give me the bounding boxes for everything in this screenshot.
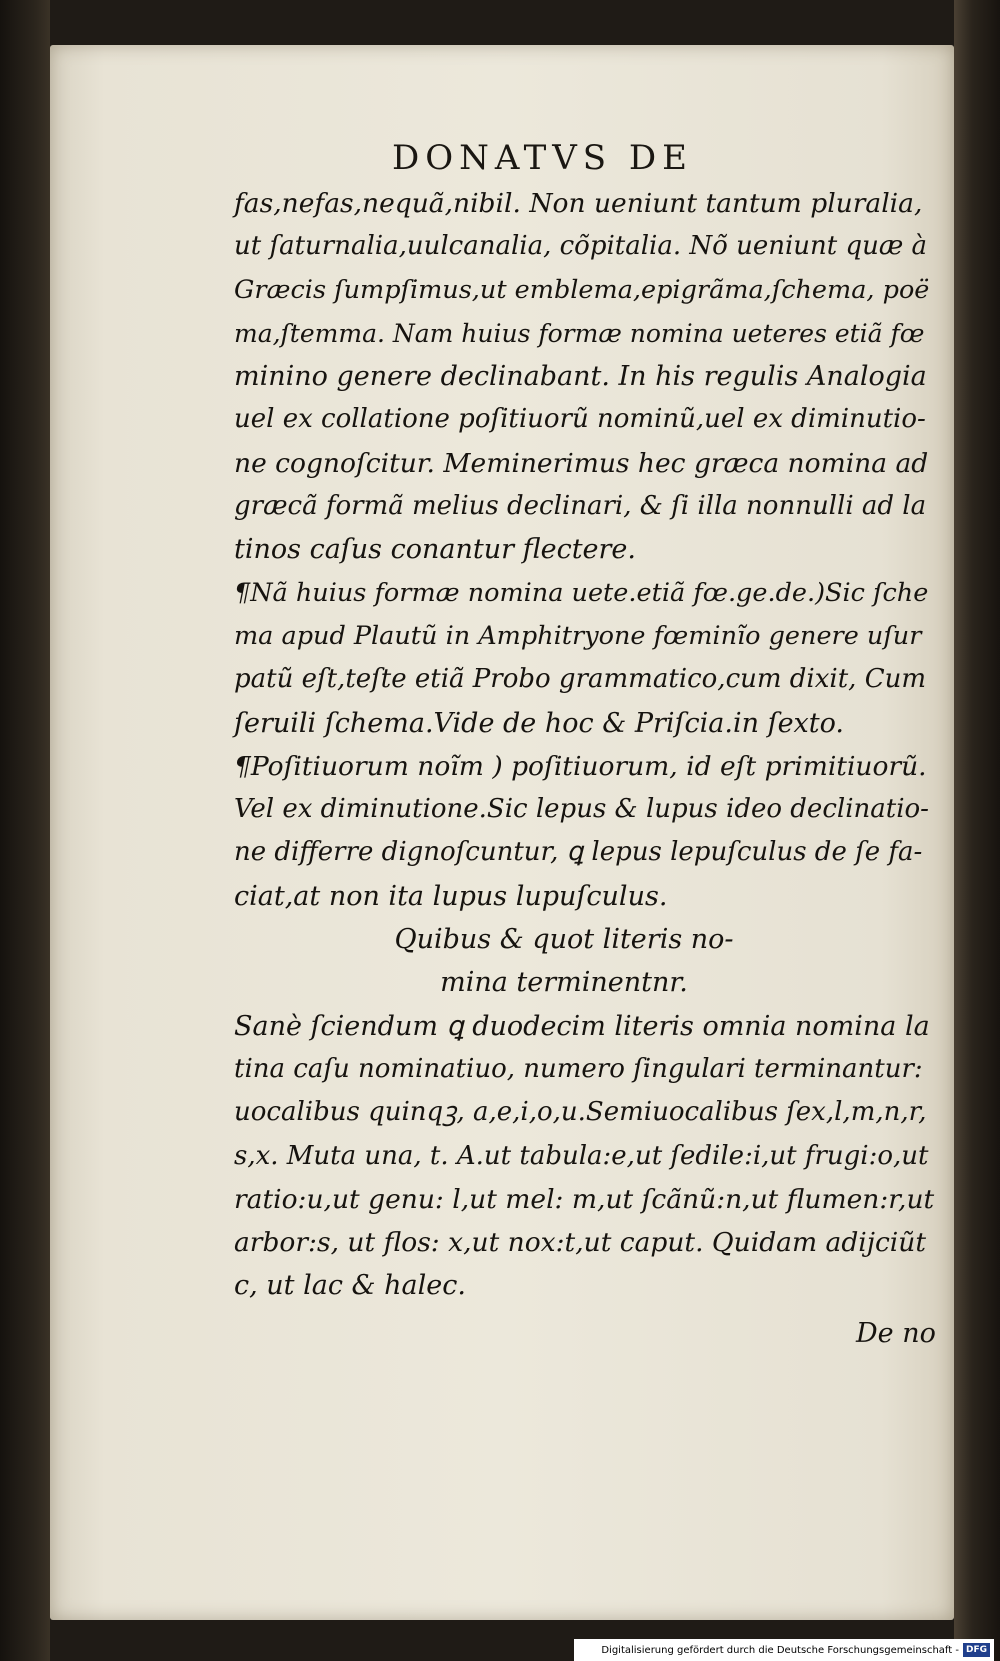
page-text-block <box>234 182 934 1308</box>
text-line: ciat,at non ita lupus lupuſculus. <box>234 880 668 912</box>
text-line: græcã formã melius declinari, & ſi illa nonnulli ad la <box>234 491 927 522</box>
section-heading-line: mina terminentnr. <box>440 967 688 999</box>
dfg-logo: DFG <box>963 1643 990 1657</box>
text-line: tinos caſus conantur flectere. <box>234 534 636 566</box>
footer-credit-text: Digitalisierung gefördert durch die Deutsche Forschungsgemeinschaft - <box>601 1644 959 1656</box>
text-line: ratio:u,ut genu: l,ut mel: m,ut ſcãnũ:n,ut flumen:r,ut <box>234 1183 935 1215</box>
catchword: De no <box>856 1318 936 1349</box>
binding-left-edge <box>0 0 50 1661</box>
text-line: ma,ſtemma. Nam huius formæ nomina ueteres etiã fœ <box>234 318 925 348</box>
text-line: s,x. Muta una, t. A.ut tabula:e,ut ſedile:i,ut frugi:o,ut <box>234 1140 929 1171</box>
text-line: Vel ex diminutione.Sic lepus & lupus ideo declinatio- <box>234 794 929 825</box>
digitization-footer <box>574 1639 994 1661</box>
text-line: patũ eſt,teſte etiã Probo grammatico,cum dixit, Cum <box>234 664 926 695</box>
text-line: arbor:s, ut flos: x,ut nox:t,ut caput. Quidam adijciũt <box>234 1227 927 1259</box>
text-line: uel ex collatione poſitiuorũ nominũ,uel ex diminutio- <box>234 404 926 435</box>
text-line: Græcis ſumpſimus,ut emblema,epigrãma,ſchema, poë <box>234 274 930 305</box>
text-line: ſeruili ſchema.Vide de hoc & Priſcia.in ſexto. <box>234 707 844 739</box>
text-line: uocalibus quinqꝫ, a,e,i,o,u.Semiuocalibus ſex,l,m,n,r, <box>234 1097 927 1128</box>
text-line: minino genere declinabant. In his regulis Analogia <box>234 361 927 393</box>
text-line: Sanè ſciendum ꝗ duodecim literis omnia nomina la <box>234 1010 930 1042</box>
text-line: ma apud Plautũ in Amphitryone fœminĩo genere uſur <box>234 620 922 651</box>
text-line: ut ſaturnalia,uulcanalia, cõpitalia. Nõ ueniunt quæ à <box>234 231 928 262</box>
text-line: ¶Poſitiuorum noĩm ) poſitiuorum, id eſt primitiuorũ. <box>234 750 927 782</box>
text-line: tina caſu nominatiuo, numero ſingulari terminantur: <box>234 1053 923 1084</box>
binding-right-edge <box>954 0 1000 1661</box>
text-line: c, ut lac & halec. <box>234 1270 466 1302</box>
text-line: ¶Nã huius formæ nomina uete.etiã fœ.ge.de.)Sic ſche <box>234 577 929 608</box>
section-heading-line: Quibus & quot literis no- <box>394 924 734 956</box>
text-line: fas,nefas,nequã,nibil. Non ueniunt tantum pluralia, <box>234 188 923 219</box>
text-line: ne cognoſcitur. Meminerimus hec græca nomina ad <box>234 447 929 479</box>
text-line: ne differre dignoſcuntur, ꝗ lepus lepuſculus de ſe fa- <box>234 837 923 868</box>
running-head: DONATVS DE <box>392 138 693 178</box>
